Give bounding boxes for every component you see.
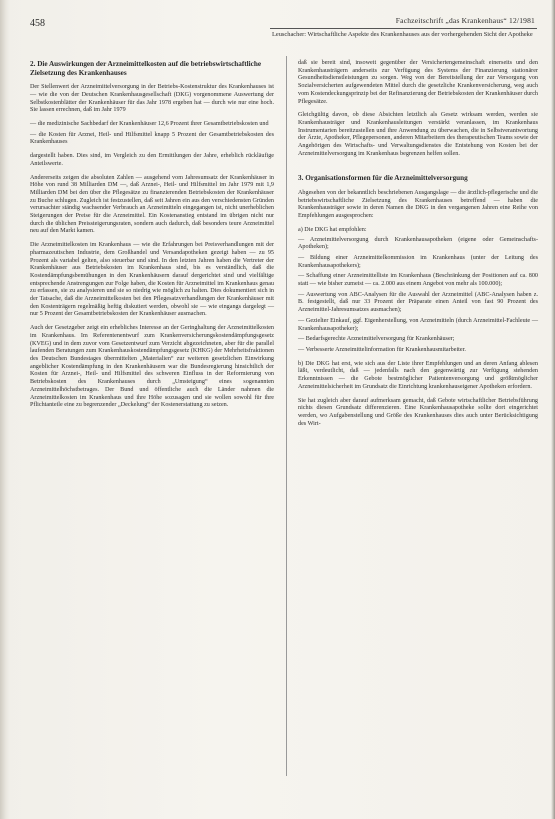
paragraph: Der Stellenwert der Arzneimittelversorgung in der Betriebs-Kostenstruktur des Krankenhauses ist — wie die von der Deutschen Krankenhausgesellschaft (DKG) vorgenommene Auswertung der Selbstkostenblätter der Krankenhäuser für das Jahr 1978 ergeben hat — durch wie nur eine hoch. Sie lassen errechnen, daß im Jahr 1979 — [30, 84, 274, 114]
list-item: — die medizinische Sachbedarf der Krankenhäuser 12,6 Prozent ihrer Gesamtbetriebskosten und — [30, 121, 274, 129]
list-item: — Arzneimittelversorgung durch Krankenhausapotheken (eigene oder Gemeinschafts-Apotheken); — [298, 237, 538, 252]
running-head: Leuschacher: Wirtschaftliche Aspekte des Krankenhauses aus der vorhergehenden Sicht der Apotheke — [272, 31, 533, 38]
recommendation-list — [298, 237, 538, 355]
scan-shadow-right — [551, 0, 555, 819]
section-gap — [298, 164, 538, 174]
list-item: — Bildung einer Arzneimittelkommission im Krankenhaus (unter der Leitung des Krankenhausapothekers); — [298, 255, 538, 270]
paragraph: dargestellt haben. Dies sind, im Vergleich zu den Ermittlungen der Jahre, erheblich rückläufige Anteilswerte. — [30, 153, 274, 167]
paragraph: Sie hat zugleich aber darauf aufmerksam gemacht, daß Gebote wirtschaftlicher Betriebsführung nichts diesen Grundsatz differenzieren. Eine Krankenhausapotheke sollte dort eingerichtet werden, wo Aufgabenstellung und Größe des Krankenhauses dies auch unter Berücksichtigung des Wirt- — [298, 397, 538, 427]
paragraph: daß sie bereit sind, insoweit gegenüber der Versichertengemeinschaft einerseits und den Krankenhausträgern anderseits zur Verfügung des Systems der Finanzierung stationärer Gesundheitsdienstleistungen zu sorgen. Weg von der Bereitstellung der zur Versorgung von Sozialversicherten aufgewendeten Mittel durch die gesetzliche Krankenversicherung, weg auch vom Kostendeckungsprinzip bei der Refinanzierung der Betriebskosten der Krankenhäuser durch Pflegesätze. — [298, 60, 538, 105]
paragraph: Die Arzneimittelkosten im Krankenhaus — wie die Erfahrungen bei Preisverhandlungen mit der pharmazeutischen Industrie, dem Großhandel und Versandapotheken gezeigt haben — zu 95 Prozent als variabel gelten, also steuerbar und sind. In den letzten Jahren haben die Vertreter der Krankenhäuser aus Betriebskosten im Krankenhaus sind, bis es verständlich, daß die Kostendämpfungsbemühungen in den Krankenhäusern darauf dergerichtet sind und vielfältige entsprechende Anstrengungen zur Folge haben, die Kosten für Arzneimittel im Krankenhaus genau zu erfassen, sie zu analysieren und sie so niedrig wie möglich zu halten. Dies dokumentiert sich in der Tatsache, daß die Arzneimittelkosten bei den Pflegesatzverhandlungen der Krankenhäuser mit den Kostenträgern regelmäßig heftig diskutiert werden, obwohl sie — wie eingangs dargelegt — nur 5 Prozent der Gesamtbetriebskosten der Krankenhäuser ausmachen. — [30, 242, 274, 318]
list-item: — Verbesserte Arzneimittelinformation für Krankenhausmitarbeiter. — [298, 347, 538, 355]
right-column — [298, 60, 538, 434]
list-item: — Auswertung von ABC-Analysen für die Auswahl der Arzneimittel (ABC-Analysen haben z. B. festgestellt, daß nur 33 Prozent der Präparate einen Anteil von fast 90 Prozent des Arzneimittel-Jahresumsatzes ausmachen); — [298, 292, 538, 315]
paragraph: Auch der Gesetzgeber zeigt ein erhebliches Interesse an der Geringhaltung der Arzneimittelkosten im Krankenhaus. Im Referentenentwurf zum Krankenversicherungskostendämpfungsgesetz (KVEG) und in dem zuvor vom Gesetzentwurf zum Verzicht abgezeichneten, aber für die parallel laufenden Beratungen zum Krankenhauskostendämpfungsgesetz (KHKG) der Mehrheitsfraktionen des Deutschen Bundestages übermittelten „Materialien“ zur weiteren gesetzlichen Einwirkung angeblicher Kostendämpfung in den Krankenhäusern war die Bundesregierung hinsichtlich der Kosten für Arznei-, Heil- und Hilfsmittel des schweren Einfluss in der Reformierung von Betriebskosten des Krankenhauses durch „Umsteigung“ eines sogenannten Arzneimittelhöchstbetrages. Der Bund und öffentliche auch die Länder nahmen die Arzneimittelkosten im Krankenhaus und ihre Höhe sozusagen und sie wollen sowohl für ihre Pflichtanteile eine zu begrenzender „Deckelung“ der Kostenerstattung zu setzen. — [30, 325, 274, 409]
list-item: — die Kosten für Arznei, Heil- und Hilfsmittel knapp 5 Prozent der Gesamtbetriebskosten des Krankenhauses — [30, 132, 274, 147]
bullet-list — [30, 121, 274, 147]
page-number: 458 — [30, 18, 45, 29]
list-item: — Gezielter Einkauf, ggf. Eigenherstellung, von Arzneimitteln (durch Arzneimittel-Fachleute — Krankenhausapotheker); — [298, 318, 538, 333]
paragraph: Abgesehen von der bekanntlich beschriebenen Ausgangslage — die ärztlich-pflegerische und die betriebswirtschaftliche Zielsetzung des Krankenhauses betreffend — haben die Krankenhausträger sowie in deren Namen die DKG in den vergangenen Jahren eine Reihe von Empfehlungen ausgesprochen: — [298, 190, 538, 220]
left-column — [30, 60, 274, 416]
paragraph: b) Die DKG hat erst, wie sich aus der Liste ihrer Empfehlungen und an deren Anfang ablesen läßt, verdeutlicht, daß — jedenfalls nach den gegenwärtig zur Verfügung stehenden Erkenntnissen — die Gebote bestmöglicher Patientenversorgung und größtmöglicher Arzneimittelsicherheit im Grundsatz die Einrichtung krankenhauseigener Apotheken erfordern. — [298, 360, 538, 390]
subsection-label: a) Die DKG hat empfohlen: — [298, 226, 367, 233]
paragraph: Gleichgültig davon, ob diese Absichten letztlich als Gesetz wirksam werden, werden sie Krankenhausträger und Krankenhausleitungen verstärkt veranlassen, im Krankenhaus Instrumentarien bereitzustellen und ihre Anwendung zu überwachen, die in Selbstverantwortung der Ärzte, Apotheker, Pflegepersonen, anderen Mitarbeitern des therapeutischen Teams sowie der Angehörigen des Wirtschafts- und Verwaltungsdienstes die Entstehung von Kosten bei der Arzneimittelversorgung im Krankenhaus begrenzen helfen sollen. — [298, 112, 538, 157]
header-rule — [270, 28, 537, 29]
section-heading-3: 3. Organisationsformen für die Arzneimittelversorgung — [298, 174, 468, 183]
paragraph: Andererseits zeigen die absoluten Zahlen — ausgehend vom Jahresumsatz der Krankenhäuser in Höhe von rund 38 Milliarden DM —, daß Arznei-, Heil- und Hilfsmittel im Jahr 1979 mit 1,9 Milliarden DM bei den über die Pflegesätze zu finanzierenden Betriebskosten der Krankenhäuser zu Buche schlugen. Zugleich ist festzustellen, daß seit Jahren ein aus den verschiedensten Gründen verursachter ständig wachsender Verbrauch an Arzneimitteln eingegangen ist, nicht unerheblichen Steigerungen der Preise für die Arzneimittel. Ein Kostenanstieg entstand im übrigen nicht nur durch die üblichen Preissteigerungsraten, sondern auch dadurch, daß besonders teure Arzneimittel neu auf den Markt kamen. — [30, 174, 274, 235]
journal-title: Fachzeitschrift „das Krankenhaus“ 12/1981 — [395, 16, 535, 25]
list-item: — Bedarfsgerechte Arzneimittelversorgung für Krankenhäuser; — [298, 336, 538, 344]
column-divider — [286, 56, 287, 776]
scan-shadow-left — [0, 0, 10, 819]
list-item: — Schaffung einer Arzneimittelliste im Krankenhaus (Beschränkung der Positionen auf ca. 800 statt — wie bisher zumeist — ca. 2.000 aus einem Angebot von mehr als 100.000); — [298, 273, 538, 288]
section-heading-2: 2. Die Auswirkungen der Arzneimittelkosten auf die betriebswirtschaftliche Zielsetzung des Krankenhauses — [30, 60, 262, 77]
